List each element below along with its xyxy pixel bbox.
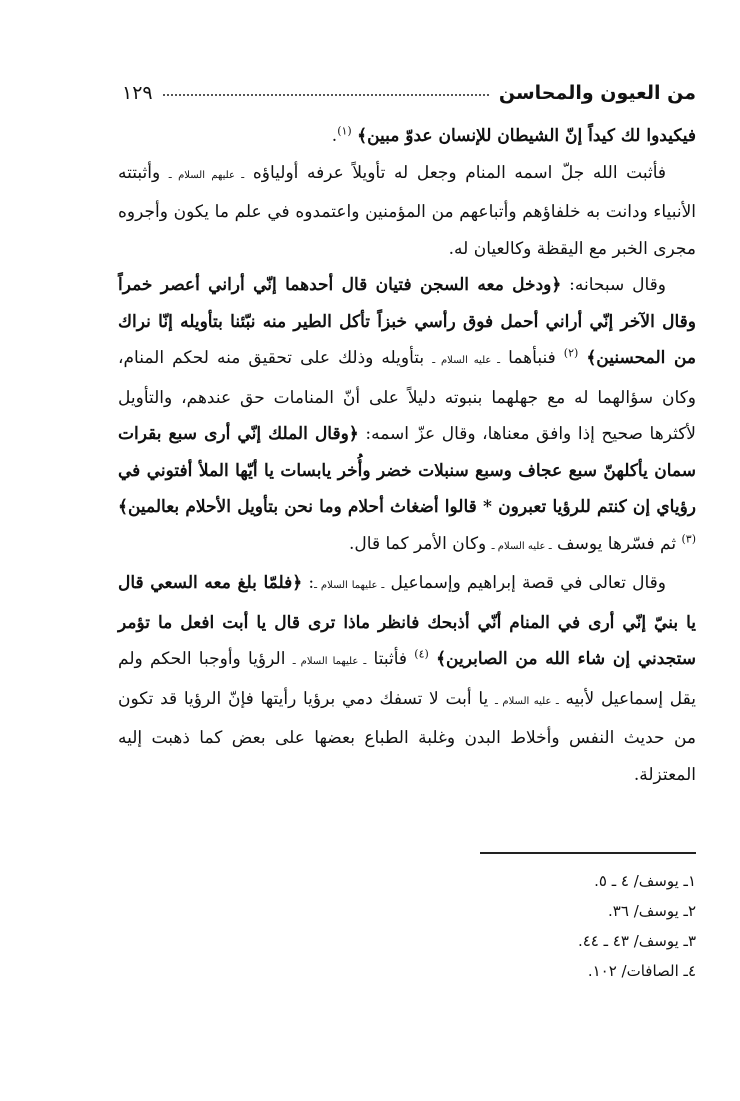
footnote-item: ٣ـ يوسف/ ٤٣ ـ ٤٤.	[577, 932, 696, 950]
honorific: ـ عليهم السلام ـ	[168, 169, 245, 181]
quran-quote: فيكيدوا لك كيداً إنّ الشيطان للإنسان عدوّ مبين﴾	[357, 126, 696, 146]
honorific: ـ عليه السلام ـ	[432, 355, 501, 366]
running-header	[122, 76, 696, 104]
paragraph-text: وكان الأمر كما قال.	[349, 533, 492, 554]
footnote-ref: (٤)	[414, 647, 429, 661]
footnote-ref: (٣)	[681, 531, 696, 545]
body-text	[118, 118, 696, 793]
paragraph-3	[118, 267, 696, 565]
paragraph-text: الرؤيا وأوجبا الحكم ولم يقل إسماعيل لأبيه	[118, 649, 696, 709]
paragraph-1	[118, 118, 696, 155]
running-title: من العيون والمحاسن	[498, 82, 696, 104]
paragraph-4	[118, 565, 696, 793]
paragraph-text: فأثبت الله جلّ اسمه المنام وجعل له تأويلاً عرفه أولياؤه	[244, 162, 666, 183]
honorific: ـ عليه السلام ـ	[491, 540, 552, 552]
honorific: ـ عليهما السلام ـ	[292, 656, 367, 667]
footnotes	[118, 866, 696, 986]
footnote-item: ٢ـ يوسف/ ٣٦.	[608, 902, 696, 920]
paragraph-text: فأثبتا	[366, 649, 415, 669]
paragraph-text: بتأويله وذلك على تحقيق منه لحكم المنام، وكان سؤالهما له مع جهلهما بنبوته دليلاً على أنّ المنامات حق عندهم، والتأويل لأكثرها صحيح إذا وافق معناها، وقال عزّ اسمه:	[118, 348, 696, 444]
paragraph-text: وأثبتته الأنبياء ودانت به خلفاؤهم وأتباعهم من المؤمنين واعتمدوه في علم ما يكون وأجروه مجرى الخبر مع اليقظة وكالعيان له.	[118, 162, 696, 259]
footnote-ref: (١)	[337, 124, 352, 138]
footnote-item: ١ـ يوسف/ ٤ ـ ٥.	[594, 872, 696, 890]
paragraph-text: وقال سبحانه:	[561, 275, 666, 295]
footnote-item: ٤ـ الصافات/ ١٠٢.	[587, 962, 696, 980]
honorific: ـ عليه السلام ـ	[494, 695, 559, 707]
page-number: ١٢٩	[122, 82, 153, 104]
quran-quote: ﴿ودخل معه السجن فتيان قال أحدهما إنّي أراني أعصر خمراً وقال الآخر إنّي أراني أحمل فوق رأسي خبزاً تأكل الطير منه نبّئنا بتأويله إنّا نراك من المحسنين﴾	[118, 275, 696, 368]
dotted-leader	[163, 94, 489, 96]
honorific: ـ عليهما السلام ـ	[314, 580, 385, 591]
footnote-ref: (٢)	[563, 346, 579, 360]
quran-quote: ﴿وقال الملك إنّي أرى سبع بقرات سمان يأكلهنّ سبع عجاف وسبع سنبلات خضر وأُخر يابسات يا أيّها الملأ أفتوني في رؤياي إن كنتم للرؤيا تعبرون * قالوا أضغاث أحلام وما نحن بتأويل الأحلام بعالمين﴾	[118, 424, 696, 517]
paragraph-text: فنبأهما	[500, 348, 564, 368]
paragraph-text: .	[331, 126, 338, 146]
quran-quote: ﴿فلمّا بلغ معه السعي قال يا بنيّ إنّي أرى في المنام أنّي أذبحك فانظر ماذا ترى قال يا أبت افعل ما تؤمر ستجدني إن شاء الله من الصابرين﴾	[118, 573, 696, 669]
footnote-divider	[480, 852, 696, 854]
paragraph-text: وقال تعالى في قصة إبراهيم وإسماعيل	[384, 573, 666, 593]
paragraph-2	[118, 155, 696, 268]
paragraph-text: :	[302, 573, 315, 593]
paragraph-text: يا أبت لا تسفك دمي برؤيا رأيتها فإنّ الرؤيا قد تكون من حديث النفس وأخلاط البدن وغلبة الطباع بعضها على بعض كما ذهبت إليه المعتزلة.	[118, 688, 696, 785]
paragraph-text: ثم فسّرها يوسف	[551, 533, 682, 554]
